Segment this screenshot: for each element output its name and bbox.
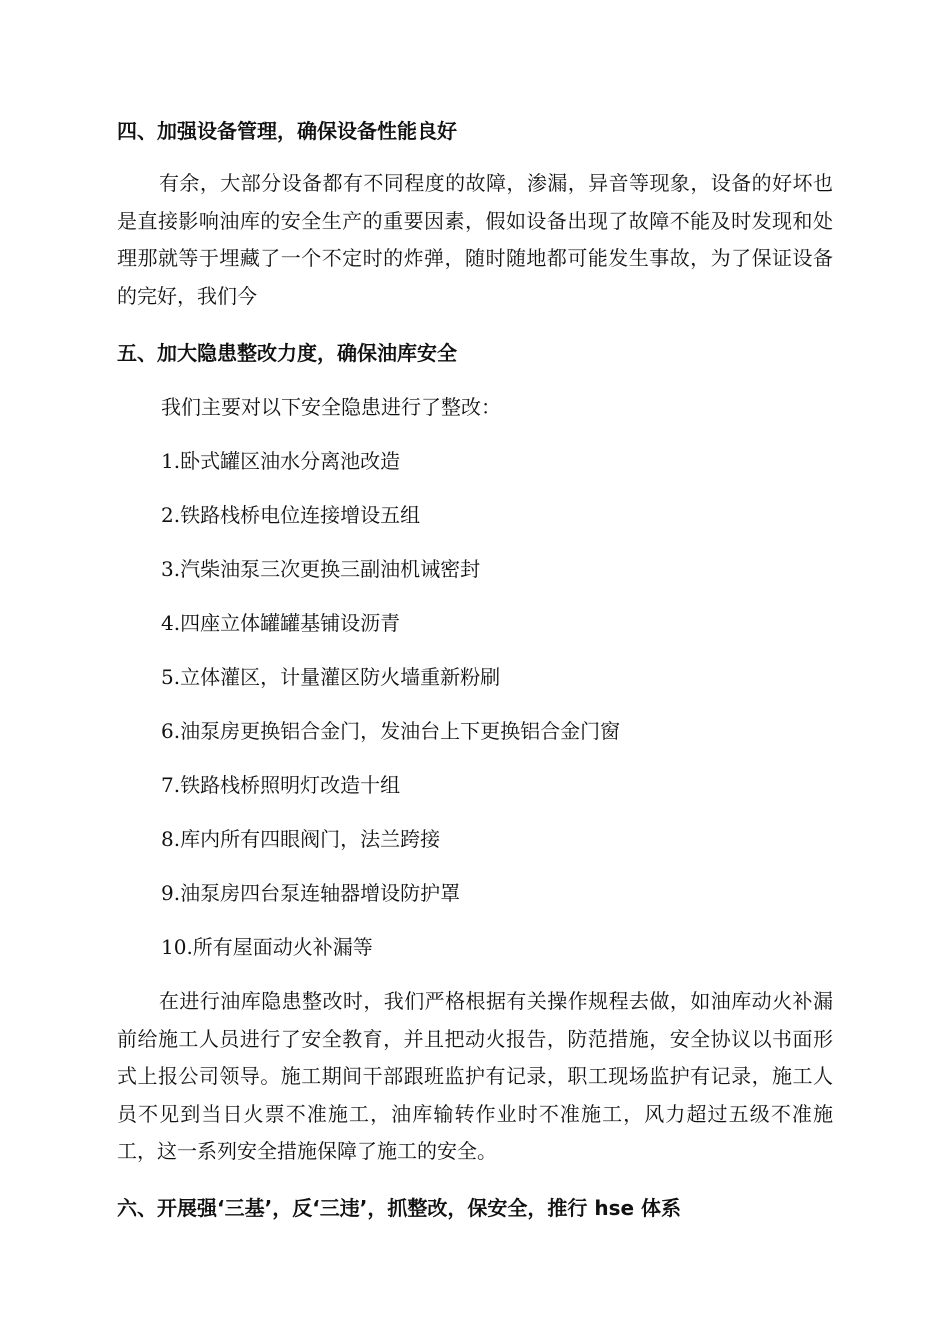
list-item: 6.油泵房更换铝合金门，发油台上下更换铝合金门窗 — [161, 719, 621, 743]
section-4-paragraph: 有余，大部分设备都有不同程度的故障，渗漏，异音等现象，设备的好坏也是直接影响油库的安全生产的重要因素，假如设备出现了故障不能及时发现和处理那就等于埋藏了一个不定时的炸弹，随时随地都可能发生事故，为了保证设备的完好，我们今 — [117, 171, 833, 308]
section-5-intro: 我们主要对以下安全隐患进行了整改： — [161, 395, 501, 419]
list-item: 9.油泵房四台泵连轴器增设防护罩 — [161, 881, 461, 905]
list-item: 7.铁路栈桥照明灯改造十组 — [161, 773, 401, 797]
section-5-heading: 五、加大隐患整改力度，确保油库安全 — [117, 341, 457, 365]
list-item: 1.卧式罐区油水分离池改造 — [161, 449, 401, 473]
list-item: 3.汽柴油泵三次更换三副油机诫密封 — [161, 557, 481, 581]
list-item: 2.铁路栈桥电位连接增设五组 — [161, 503, 421, 527]
section-6-heading: 六、开展强‘三基’，反‘三违’，抓整改，保安全，推行 hse 体系 — [117, 1196, 682, 1220]
section-5-paragraph: 在进行油库隐患整改时，我们严格根据有关操作规程去做，如油库动火补漏前给施工人员进行了安全教育，并且把动火报告，防范措施，安全协议以书面形式上报公司领导。施工期间干部跟班监护有记录，职工现场监护有记录，施工人员不见到当日火票不准施工，油库输转作业时不准施工，风力超过五级不准施工，这一系列安全措施保障了施工的安全。 — [117, 989, 833, 1163]
list-item: 8.库内所有四眼阀门，法兰跨接 — [161, 827, 441, 851]
list-item: 5.立体灌区，计量灌区防火墙重新粉刷 — [161, 665, 501, 689]
list-item: 10.所有屋面动火补漏等 — [161, 935, 373, 959]
section-4-heading: 四、加强设备管理，确保设备性能良好 — [117, 119, 457, 143]
list-item: 4.四座立体罐罐基铺设沥青 — [161, 611, 401, 635]
